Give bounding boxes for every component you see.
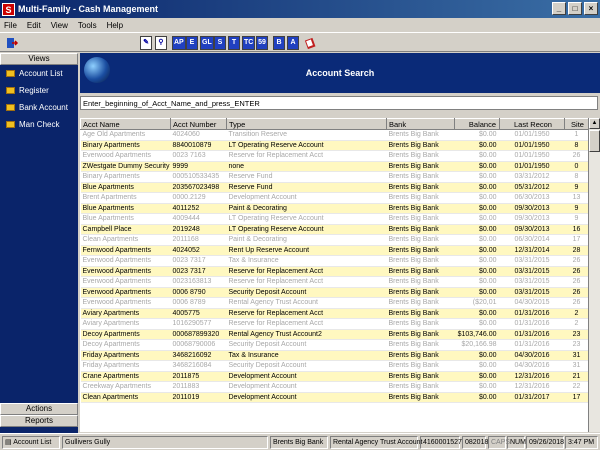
status-period: 082018 — [462, 436, 486, 449]
cell-bank: Brents Big Bank — [387, 193, 455, 204]
cell-last-recon: 01/31/2016 — [500, 319, 565, 330]
sidebar-item-register[interactable] — [0, 82, 78, 99]
edit-document-icon[interactable]: ✎ — [140, 36, 152, 50]
cell-bank: Brents Big Bank — [387, 298, 455, 309]
cell-acct-number: 2011883 — [171, 382, 227, 393]
cell-type: Reserve for Replacement Acct — [227, 151, 387, 162]
cell-acct-name: Decoy Apartments — [81, 340, 171, 351]
cell-balance: $0.00 — [455, 350, 500, 361]
cell-bank: Brents Big Bank — [387, 277, 455, 288]
cell-bank: Brents Big Bank — [387, 256, 455, 267]
cell-last-recon: 01/01/1950 — [500, 151, 565, 162]
cell-acct-name: Everwood Apartments — [81, 151, 171, 162]
cell-balance: $0.00 — [455, 392, 500, 403]
cell-bank: Brents Big Bank — [387, 340, 455, 351]
menu-bar — [0, 18, 600, 32]
table-row[interactable] — [81, 151, 589, 162]
column-header-last-recon[interactable]: Last Recon — [500, 119, 565, 130]
page-title: Account Search — [305, 68, 375, 78]
table-row[interactable] — [81, 214, 589, 225]
cell-last-recon: 12/31/2016 — [500, 371, 565, 382]
cell-balance: $0.00 — [455, 245, 500, 256]
table-row[interactable] — [81, 161, 589, 172]
vertical-scrollbar[interactable] — [588, 118, 600, 432]
table-row[interactable] — [81, 287, 589, 298]
cell-balance: $103,746.00 — [455, 329, 500, 340]
cell-bank: Brents Big Bank — [387, 130, 455, 141]
cell-type: LT Operating Reserve Account — [227, 214, 387, 225]
table-row[interactable] — [81, 172, 589, 183]
column-header-acct-name[interactable]: Acct Name — [81, 119, 171, 130]
59-button[interactable]: 59 — [256, 36, 268, 50]
sidebar-item-man-check[interactable] — [0, 116, 78, 133]
cell-bank: Brents Big Bank — [387, 287, 455, 298]
search-input[interactable]: Enter_beginning_of_Acct_Name_and_press_ENTER — [80, 96, 598, 110]
cell-site: 16 — [565, 224, 589, 235]
cell-last-recon: 04/30/2016 — [500, 350, 565, 361]
cell-acct-name: Everwood Apartments — [81, 298, 171, 309]
cell-acct-number: 4024052 — [171, 245, 227, 256]
cell-site: 2 — [565, 319, 589, 330]
cell-acct-name: Clean Apartments — [81, 392, 171, 403]
ap-button[interactable]: AP — [172, 36, 186, 50]
status-num: NUM — [507, 436, 525, 449]
cell-balance: $0.00 — [455, 214, 500, 225]
cell-type: Reserve Fund — [227, 172, 387, 183]
cell-site: 9 — [565, 203, 589, 214]
cell-bank: Brents Big Bank — [387, 151, 455, 162]
cell-last-recon: 03/31/2015 — [500, 287, 565, 298]
status-account-type: Rental Agency Trust Account — [330, 436, 418, 449]
cell-bank: Brents Big Bank — [387, 203, 455, 214]
cell-last-recon: 01/31/2016 — [500, 340, 565, 351]
cell-last-recon: 01/01/1950 — [500, 130, 565, 141]
cell-acct-name: Blue Apartments — [81, 214, 171, 225]
book-icon[interactable] — [302, 36, 318, 50]
column-header-site[interactable]: Site — [565, 119, 589, 130]
account-grid — [80, 118, 588, 432]
cell-acct-name: Fernwood Apartments — [81, 245, 171, 256]
cell-last-recon: 06/30/2014 — [500, 235, 565, 246]
table-row[interactable] — [81, 371, 589, 382]
cell-balance: $0.00 — [455, 308, 500, 319]
b-button[interactable]: B — [273, 36, 285, 50]
table-row[interactable] — [81, 182, 589, 193]
cell-site: 26 — [565, 277, 589, 288]
reports-button[interactable]: Reports — [0, 415, 78, 427]
cell-acct-name: Binary Apartments — [81, 172, 171, 183]
cell-site: 9 — [565, 214, 589, 225]
menu-view[interactable]: View — [50, 20, 68, 30]
cell-site: 17 — [565, 235, 589, 246]
cell-acct-number: 0006 8789 — [171, 298, 227, 309]
cell-acct-name: Binary Apartments — [81, 140, 171, 151]
cell-acct-number: 0023 7317 — [171, 266, 227, 277]
cell-type: Tax & Insurance — [227, 256, 387, 267]
sidebar-item-label: Register — [19, 86, 49, 95]
cell-bank: Brents Big Bank — [387, 224, 455, 235]
cell-acct-name: Decoy Apartments — [81, 329, 171, 340]
cell-type: Reserve for Replacement Acct — [227, 266, 387, 277]
folder-icon — [6, 70, 15, 77]
table-row[interactable] — [81, 308, 589, 319]
cell-balance: $0.00 — [455, 140, 500, 151]
cell-acct-number: 3468216092 — [171, 350, 227, 361]
cell-bank: Brents Big Bank — [387, 172, 455, 183]
cell-type: Rent Up Reserve Account — [227, 245, 387, 256]
status-view — [2, 436, 60, 449]
exit-icon[interactable] — [4, 36, 20, 50]
folder-icon — [6, 121, 15, 128]
cell-site: 2 — [565, 308, 589, 319]
table-row[interactable] — [81, 298, 589, 309]
cell-bank: Brents Big Bank — [387, 308, 455, 319]
cell-type: Paint & Decorating — [227, 203, 387, 214]
cell-acct-number: 000510533435 — [171, 172, 227, 183]
cell-acct-number: 0023 7317 — [171, 256, 227, 267]
cell-last-recon: 09/30/2013 — [500, 214, 565, 225]
sidebar-item-label: Bank Account — [19, 103, 68, 112]
t-button[interactable]: T — [228, 36, 240, 50]
cell-acct-name: Aviary Apartments — [81, 319, 171, 330]
cell-site: 22 — [565, 382, 589, 393]
cell-acct-number: 4024060 — [171, 130, 227, 141]
list-icon: ▤ — [5, 439, 12, 446]
cell-balance: $0.00 — [455, 161, 500, 172]
menu-tools[interactable]: Tools — [77, 20, 97, 30]
table-row[interactable] — [81, 329, 589, 340]
cell-type: Development Account — [227, 392, 387, 403]
cell-bank: Brents Big Bank — [387, 319, 455, 330]
cell-acct-name: Creekway Apartments — [81, 382, 171, 393]
cell-site: 26 — [565, 266, 589, 277]
cell-type: Paint & Decorating — [227, 235, 387, 246]
status-account-number: 4160001527 — [420, 436, 460, 449]
table-row[interactable] — [81, 319, 589, 330]
cell-bank: Brents Big Bank — [387, 140, 455, 151]
table-row[interactable] — [81, 277, 589, 288]
table-row[interactable] — [81, 235, 589, 246]
cell-acct-name: Friday Apartments — [81, 350, 171, 361]
status-caps: CAPS — [488, 436, 506, 449]
cell-acct-name: Crane Apartments — [81, 371, 171, 382]
cell-balance: $0.00 — [455, 235, 500, 246]
cell-acct-name: Blue Apartments — [81, 203, 171, 214]
cell-balance: $0.00 — [455, 319, 500, 330]
sidebar — [0, 53, 78, 433]
app-icon: S — [2, 3, 15, 16]
table-row[interactable] — [81, 266, 589, 277]
cell-balance: $20,166.98 — [455, 340, 500, 351]
cell-acct-number: 0006 8790 — [171, 287, 227, 298]
menu-help[interactable]: Help — [106, 20, 124, 30]
table-row[interactable] — [81, 382, 589, 393]
cell-site: 28 — [565, 245, 589, 256]
cell-bank: Brents Big Bank — [387, 182, 455, 193]
cell-last-recon: 06/30/2013 — [500, 193, 565, 204]
cell-site: 13 — [565, 193, 589, 204]
cell-balance: $0.00 — [455, 130, 500, 141]
cell-acct-name: Everwood Apartments — [81, 266, 171, 277]
cell-site: 26 — [565, 287, 589, 298]
cell-last-recon: 05/31/2012 — [500, 182, 565, 193]
cell-type: Security Deposit Account — [227, 287, 387, 298]
cell-site: 8 — [565, 172, 589, 183]
table-row[interactable] — [81, 224, 589, 235]
cell-acct-number: 2019248 — [171, 224, 227, 235]
cell-site: 8 — [565, 140, 589, 151]
cell-acct-number: 000687899320 — [171, 329, 227, 340]
cell-acct-name: Brent Apartments — [81, 193, 171, 204]
scroll-up-icon[interactable]: ▲ — [589, 118, 600, 129]
tc-button[interactable]: TC — [242, 36, 255, 50]
cell-balance: ($20,01 — [455, 298, 500, 309]
cell-acct-name: Everwood Apartments — [81, 256, 171, 267]
cell-site: 0 — [565, 161, 589, 172]
folder-icon — [6, 87, 15, 94]
cell-acct-name: Everwood Apartments — [81, 287, 171, 298]
gl-button[interactable]: GL — [200, 36, 214, 50]
cell-acct-number: 2011168 — [171, 235, 227, 246]
status-property: Gullivers Gully — [62, 436, 268, 449]
cell-last-recon: 09/30/2013 — [500, 224, 565, 235]
table-row[interactable] — [81, 203, 589, 214]
views-header[interactable]: Views — [0, 53, 78, 65]
cell-balance: $0.00 — [455, 172, 500, 183]
cell-type: Reserve for Replacement Acct — [227, 277, 387, 288]
cell-balance: $0.00 — [455, 193, 500, 204]
cell-balance: $0.00 — [455, 277, 500, 288]
cell-last-recon: 03/31/2015 — [500, 266, 565, 277]
cell-acct-name: ZWestgate Dummy Security — [82, 162, 170, 170]
find-document-icon[interactable]: ⚲ — [155, 36, 167, 50]
column-header-bank[interactable]: Bank — [387, 119, 455, 130]
cell-acct-number: 9999 — [171, 161, 227, 172]
column-header-acct-number[interactable]: Acct Number — [171, 119, 227, 130]
cell-bank: Brents Big Bank — [387, 350, 455, 361]
cell-bank: Brents Big Bank — [387, 161, 455, 172]
table-row[interactable] — [81, 350, 589, 361]
account-table — [80, 118, 589, 403]
table-row[interactable] — [81, 130, 589, 141]
status-bar — [0, 433, 600, 450]
cell-type: Reserve Fund — [227, 182, 387, 193]
table-row[interactable] — [81, 245, 589, 256]
cell-balance: $0.00 — [455, 361, 500, 372]
cell-site: 26 — [565, 256, 589, 267]
cell-type: Development Account — [227, 382, 387, 393]
cell-acct-number: 4009444 — [171, 214, 227, 225]
cell-type: Development Account — [227, 193, 387, 204]
cell-acct-name: Blue Apartments — [81, 182, 171, 193]
cell-balance: $0.00 — [455, 287, 500, 298]
cell-type: Reserve for Replacement Acct — [227, 308, 387, 319]
cell-type: none — [227, 161, 387, 172]
column-header-type[interactable]: Type — [227, 119, 387, 130]
cell-bank: Brents Big Bank — [387, 329, 455, 340]
cell-acct-number: 203567023498 — [171, 182, 227, 193]
status-date: 09/26/2018 — [526, 436, 564, 449]
cell-last-recon: 04/30/2015 — [500, 298, 565, 309]
cell-site: 26 — [565, 298, 589, 309]
maximize-button[interactable]: □ — [568, 2, 582, 15]
window-title: Multi-Family - Cash Management — [18, 4, 159, 14]
cell-last-recon: 03/31/2012 — [500, 172, 565, 183]
cell-acct-name: Everwood Apartments — [81, 277, 171, 288]
title-bar — [0, 0, 600, 18]
minimize-button[interactable]: _ — [552, 2, 566, 15]
cell-balance: $0.00 — [455, 151, 500, 162]
status-time: 3:47 PM — [565, 436, 598, 449]
cell-site: 21 — [565, 371, 589, 382]
table-row[interactable] — [81, 193, 589, 204]
cell-acct-number: 0000.2129 — [171, 193, 227, 204]
cell-balance: $0.00 — [455, 382, 500, 393]
cell-type: Security Deposit Account — [227, 361, 387, 372]
close-button[interactable]: × — [584, 2, 598, 15]
cell-type: Reserve for Replacement Acct — [227, 319, 387, 330]
cell-type: Transition Reserve — [227, 130, 387, 141]
cell-type: Rental Agency Trust Account2 — [227, 329, 387, 340]
cell-site: 1 — [565, 130, 589, 141]
cell-bank: Brents Big Bank — [387, 214, 455, 225]
cell-type: Tax & Insurance — [227, 350, 387, 361]
cell-last-recon: 04/30/2016 — [500, 361, 565, 372]
column-header-balance[interactable]: Balance — [455, 119, 500, 130]
table-body — [81, 130, 589, 403]
cell-acct-number: 2011019 — [171, 392, 227, 403]
cell-acct-number: 1016290577 — [171, 319, 227, 330]
cell-site: 23 — [565, 329, 589, 340]
cell-balance: $0.00 — [455, 256, 500, 267]
cell-acct-name: Friday Apartments — [81, 361, 171, 372]
folder-icon — [6, 104, 15, 111]
status-view-label: Account List — [13, 439, 52, 446]
cell-type: Rental Agency Trust Account — [227, 298, 387, 309]
cell-type: Security Deposit Account — [227, 340, 387, 351]
cell-bank: Brents Big Bank — [387, 235, 455, 246]
table-row[interactable] — [81, 392, 589, 403]
cell-last-recon: 01/01/1950 — [500, 161, 565, 172]
cell-site: 9 — [565, 182, 589, 193]
scroll-thumb[interactable] — [589, 130, 600, 152]
a-button[interactable]: A — [287, 36, 299, 50]
cell-last-recon: 09/30/2013 — [500, 203, 565, 214]
cell-acct-number: 0023163813 — [171, 277, 227, 288]
cell-acct-number: 4005775 — [171, 308, 227, 319]
cell-acct-number: 8840010879 — [171, 140, 227, 151]
status-bank: Brents Big Bank — [270, 436, 328, 449]
cell-bank: Brents Big Bank — [387, 382, 455, 393]
cell-site: 17 — [565, 392, 589, 403]
cell-type: LT Operating Reserve Account — [227, 224, 387, 235]
sidebar-item-account-list[interactable] — [0, 65, 78, 82]
actions-button[interactable]: Actions — [0, 403, 78, 415]
cell-last-recon: 03/31/2015 — [500, 277, 565, 288]
cell-bank: Brents Big Bank — [387, 371, 455, 382]
cell-acct-name: Campbell Place — [81, 224, 171, 235]
cell-last-recon: 01/01/1950 — [500, 140, 565, 151]
cell-bank: Brents Big Bank — [387, 392, 455, 403]
table-row[interactable] — [81, 140, 589, 151]
table-row[interactable] — [81, 361, 589, 372]
s-button[interactable]: S — [214, 36, 226, 50]
cell-last-recon: 03/31/2015 — [500, 256, 565, 267]
menu-file[interactable]: File — [4, 20, 17, 30]
cell-balance: $0.00 — [455, 182, 500, 193]
cell-acct-number: 4011252 — [171, 203, 227, 214]
cell-balance: $0.00 — [455, 266, 500, 277]
cell-balance: $0.00 — [455, 224, 500, 235]
cell-balance: $0.00 — [455, 203, 500, 214]
cell-site: 31 — [565, 350, 589, 361]
cell-acct-number: 2011875 — [171, 371, 227, 382]
cell-bank: Brents Big Bank — [387, 245, 455, 256]
sidebar-item-bank-account[interactable] — [0, 99, 78, 116]
cell-bank: Brents Big Bank — [387, 361, 455, 372]
cell-acct-number: 3468216084 — [171, 361, 227, 372]
cell-type: LT Operating Reserve Account — [227, 140, 387, 151]
cell-last-recon: 12/31/2016 — [500, 382, 565, 393]
cell-balance: $0.00 — [455, 371, 500, 382]
page-header — [80, 53, 600, 93]
e-button[interactable]: E — [186, 36, 198, 50]
cell-acct-name: Age Old Apartments — [81, 130, 171, 141]
table-row[interactable] — [81, 340, 589, 351]
sidebar-item-label: Man Check — [19, 120, 60, 129]
cell-acct-name: Clean Apartments — [81, 235, 171, 246]
cell-acct-number: 0023 7163 — [171, 151, 227, 162]
cell-last-recon: 12/31/2014 — [500, 245, 565, 256]
cell-last-recon: 01/31/2017 — [500, 392, 565, 403]
menu-edit[interactable]: Edit — [26, 20, 41, 30]
cell-acct-name: Aviary Apartments — [81, 308, 171, 319]
cell-bank: Brents Big Bank — [387, 266, 455, 277]
cell-site: 31 — [565, 361, 589, 372]
cell-acct-number: 00068790006 — [171, 340, 227, 351]
cell-site: 23 — [565, 340, 589, 351]
table-row[interactable] — [81, 256, 589, 267]
toolbar — [0, 32, 600, 52]
cell-last-recon: 01/31/2016 — [500, 329, 565, 340]
cell-last-recon: 01/31/2016 — [500, 308, 565, 319]
sidebar-item-label: Account List — [19, 69, 63, 78]
cell-site: 26 — [565, 151, 589, 162]
cell-type: Development Account — [227, 371, 387, 382]
